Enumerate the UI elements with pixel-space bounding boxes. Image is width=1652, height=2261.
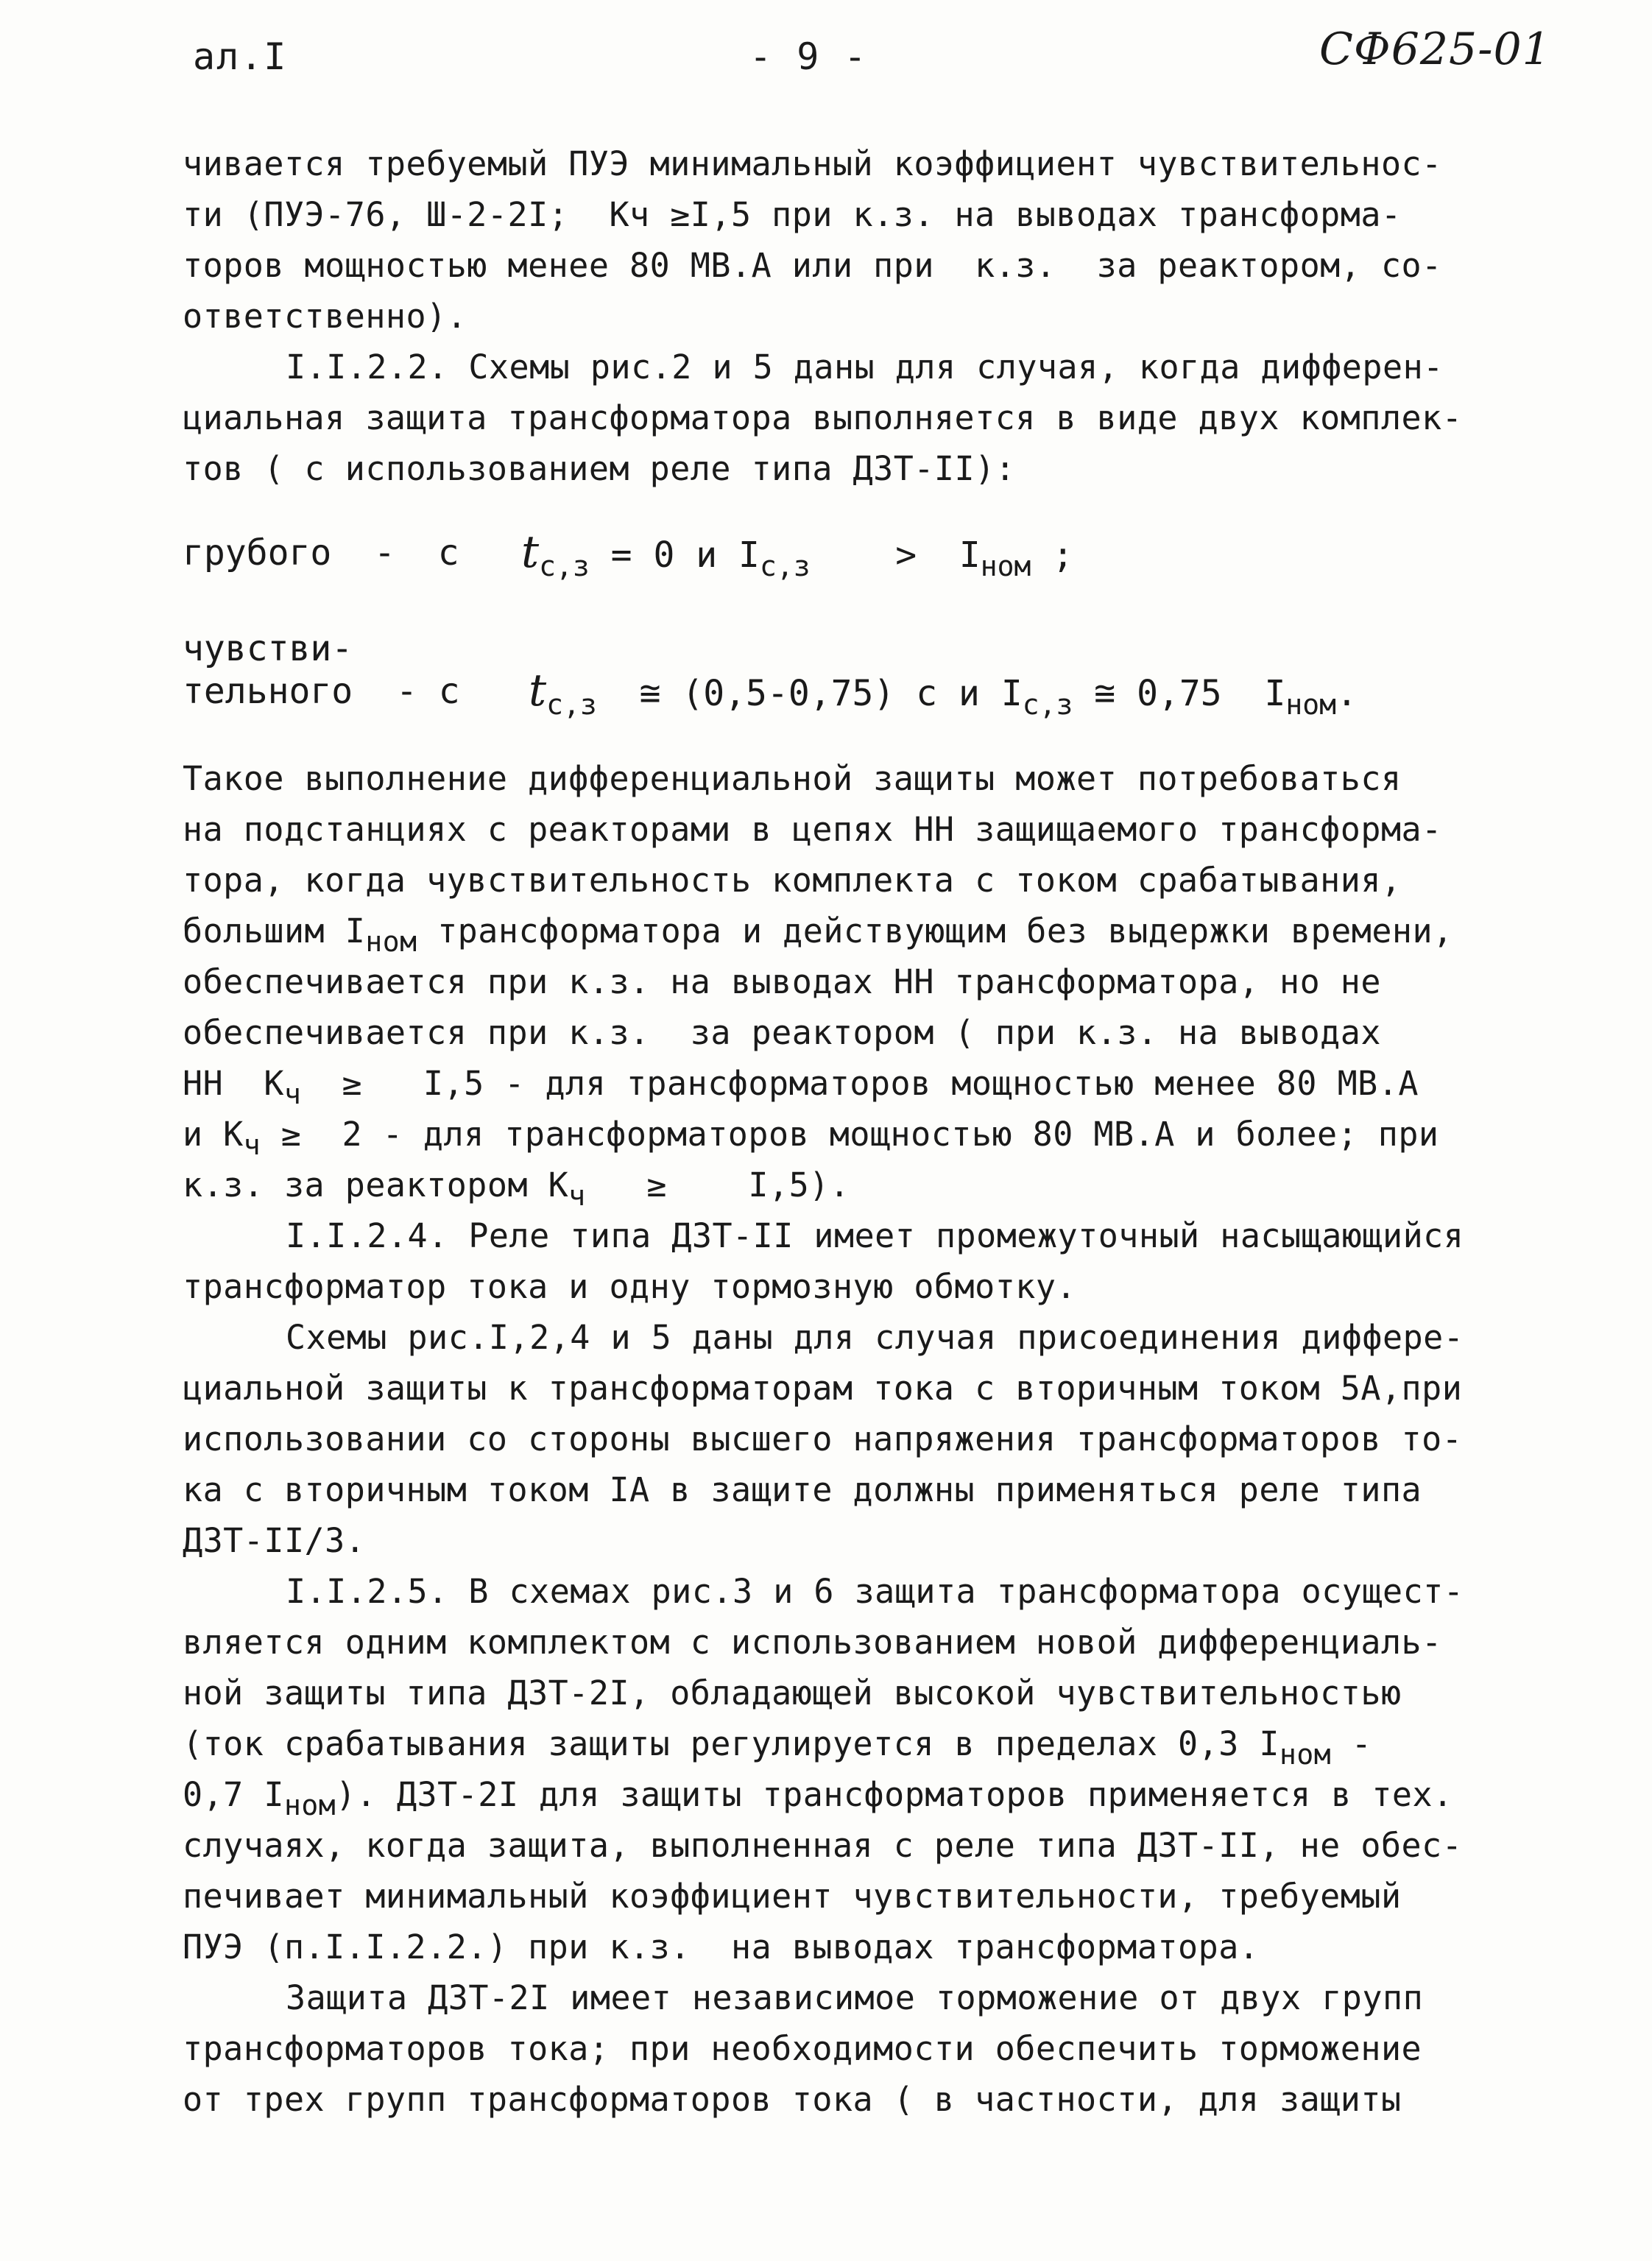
text-line: ДЗТ-II/3. — [183, 1521, 366, 1560]
text-line: тов ( с использованием реле типа ДЗТ-II): — [183, 449, 1016, 488]
text-line: чивается требуемый ПУЭ минимальный коэффициент чувствительнос- — [183, 144, 1442, 183]
formula-expression: $t_{с,з}$ ≅ (0,5-0,75) с и $I_{с,з}$ ≅ 0,75 $I_{ном}$. — [529, 665, 1358, 721]
header-left-label: ал.I — [193, 35, 288, 78]
text-line: ка с вторичным током IА в защите должны применяться реле типа — [183, 1470, 1422, 1509]
text-line: торов мощностью менее 80 МВ.А или при к.з. за реактором, со- — [183, 246, 1442, 285]
formula-dash: - с — [396, 671, 460, 712]
text-line: обеспечивается при к.з. на выводах НН трансформатора, но не — [183, 962, 1381, 1001]
text-line: от трех групп трансформаторов тока ( в частности, для защиты — [183, 2080, 1402, 2119]
document-body — [183, 138, 1530, 2125]
text-line: вляется одним комплектом с использованием новой дифференциаль- — [183, 1623, 1442, 1662]
text-line: случаях, когда защита, выполненная с реле типа ДЗТ-II, не обес- — [183, 1826, 1463, 1865]
text-line: к.з. за реактором $К_ч$ ≥ I,5). — [183, 1165, 850, 1212]
text-line: ответственно). — [183, 297, 467, 336]
paragraph-final-first-line: Защита ДЗТ-2I имеет независимое торможение от двух групп — [286, 1978, 1424, 2017]
formula-label: грубого — [183, 532, 332, 574]
document-code: СФ625-01 — [1319, 24, 1551, 75]
text-line: и $К_ч \ge 2$ - для трансформаторов мощностью 80 МВ.А и более; при — [183, 1115, 1439, 1161]
text-line: печивает минимальный коэффициент чувствительности, требуемый — [183, 1877, 1402, 1916]
formula-label: тельного — [183, 671, 353, 712]
paragraph-1-1-2-2-first-line: I.I.2.2. Схемы рис.2 и 5 даны для случая, когда дифферен- — [286, 348, 1444, 387]
text-line: трансформатор тока и одну тормозную обмотку. — [183, 1267, 1077, 1306]
paragraph-schemes-first-line: Схемы рис.I,2,4 и 5 даны для случая присоединения диффере- — [286, 1318, 1464, 1357]
text-line: 0,7 $I_{ном}$). ДЗТ-2I для защиты трансформаторов применяется в тех. — [183, 1775, 1453, 1821]
formula-label: чувстви- — [183, 628, 353, 669]
text-line: (ток срабатывания защиты регулируется в пределах 0,3 $I_{ном}$ - — [183, 1724, 1372, 1771]
formula-sensitive — [183, 628, 1530, 753]
text-line: обеспечивается при к.з. за реактором ( при к.з. на выводах — [183, 1013, 1381, 1052]
text-line: циальная защита трансформатора выполняется в виде двух комплек- — [183, 398, 1463, 437]
text-line: на подстанциях с реакторами в цепях НН защищаемого трансформа- — [183, 810, 1442, 849]
formula-coarse — [183, 510, 1530, 621]
paragraph-1-1-2-4-first-line: I.I.2.4. Реле типа ДЗТ-II имеет промежуточный насыщающийся — [286, 1216, 1464, 1255]
text-line: циальной защиты к трансформаторам тока с вторичным током 5А,при — [183, 1369, 1463, 1408]
formula-dash: - с — [374, 532, 459, 574]
text-line: использовании со стороны высшего напряжения трансформаторов то- — [183, 1419, 1463, 1458]
text-line: ной защиты типа ДЗТ-2I, обладающей высокой чувствительностью — [183, 1673, 1402, 1712]
text-line: ПУЭ (п.I.I.2.2.) при к.з. на выводах трансформатора. — [183, 1927, 1260, 1967]
text-line: большим $I_{ном}$ трансформатора и действующим без выдержки времени, — [183, 911, 1453, 958]
text-line: тора, когда чувствительность комплекта с током срабатывания, — [183, 861, 1402, 900]
formula-expression: $t_{с,з} = 0$ и $I_{с,з}$ > $I_{ном}$ ; — [521, 526, 1074, 582]
paragraph-1-1-2-5-first-line: I.I.2.5. В схемах рис.3 и 6 защита трансформатора осущест- — [286, 1572, 1464, 1611]
text-line: Такое выполнение дифференциальной защиты может потребоваться — [183, 759, 1402, 798]
text-line: трансформаторов тока; при необходимости обеспечить торможение — [183, 2029, 1422, 2068]
page-number: - 9 - — [749, 35, 868, 78]
text-line: НН $К_ч \ge I,5$ - для трансформаторов мощностью менее 80 МВ.А — [183, 1064, 1419, 1110]
text-line: ти (ПУЭ-76, Ш-2-2I; Кч ≥I,5 при к.з. на выводах трансформа- — [183, 195, 1402, 234]
